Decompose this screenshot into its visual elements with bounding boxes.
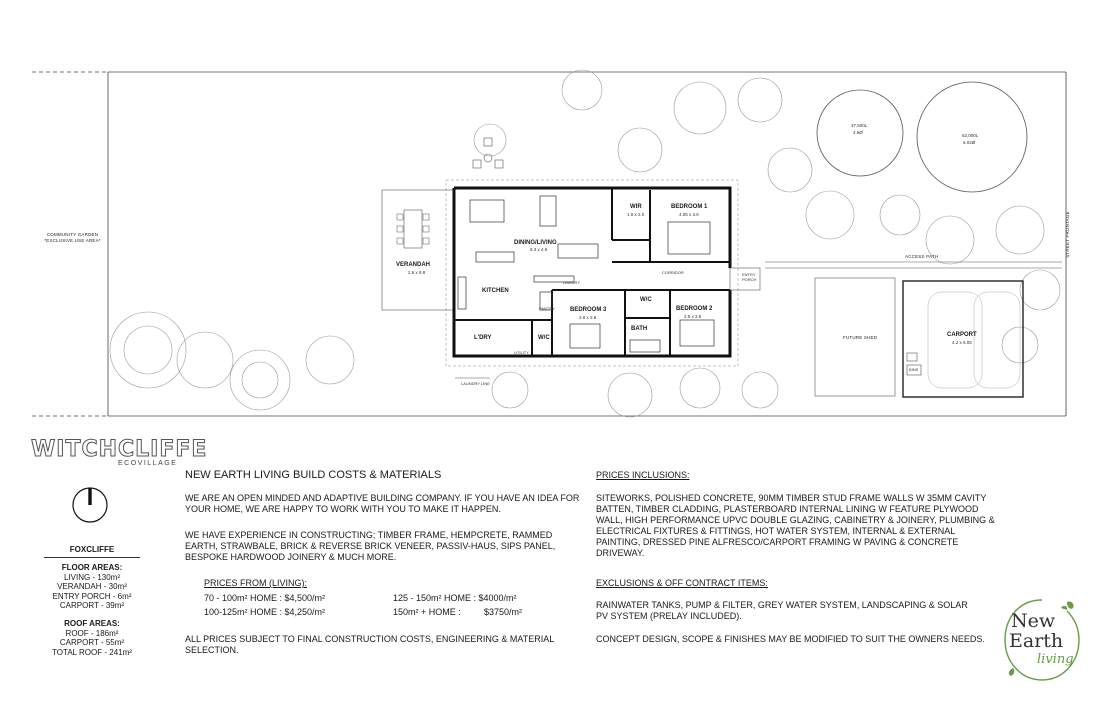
future-shed-label: FUTURE SHED	[843, 335, 878, 340]
costs-para-2: WE HAVE EXPERIENCE IN CONSTRUCTING; TIMBER FRAME, HEMPCRETE, RAMMED EARTH, STRAWBALE, BRICK & REVERSE BRICK VENEER, PASSIV-HAUS, SIPS PANEL, BESPOKE HARDWOOD JOINERY & MUCH MORE.	[185, 530, 556, 562]
brand-subtitle: ECOVILLAGE	[118, 460, 178, 467]
access-path-label: ACCESS PATH	[905, 254, 939, 259]
price-4-value: $3750/m²	[484, 607, 523, 617]
wc-1-label: W/C	[640, 297, 652, 303]
price-2: 100-125m² HOME : $4,250/m²	[204, 607, 326, 617]
divider	[44, 557, 140, 558]
costs-title: NEW EARTH LIVING BUILD COSTS & MATERIALS	[185, 469, 442, 481]
prices-head	[204, 578, 307, 589]
floor-area-item: LIVING - 130m²	[63, 572, 120, 582]
dining-living-size: 8.3 x 4.6	[530, 247, 548, 252]
brand-title: WITCHCLIFFE	[31, 437, 208, 462]
laundry-label: L'DRY	[474, 335, 492, 341]
inclusions-text: SITEWORKS, POLISHED CONCRETE, 90MM TIMBER STUD FRAME WALLS W 35MM CAVITY BATTEN, TIMBER CLADDING, PLASTERBOARD INTERNAL LINING W FEATURE PLYWOOD WALL, HIGH PERFORMANCE UPVC DOUBLE GLAZING, CABINETRY & JOINERY, PLUMBING & ELECTRICAL FIXTURES & FITTINGS, HOT WATER SYSTEM, INTERNAL & EXTERNAL PAINTING, DRESSED PINE ALFRESCO/CARPORT FRAMING W PAVING & CONCRETE DRIVEWAY.	[596, 493, 995, 558]
concept-note: CONCEPT DESIGN, SCOPE & FINISHES MAY BE MODIFIED TO SUIT THE OWNERS NEEDS.	[596, 634, 985, 644]
bedroom-3-label: BEDROOM 3	[570, 307, 607, 313]
logo-line-3: living	[1037, 652, 1074, 667]
north-point-icon	[70, 485, 110, 525]
bedroom-2-label: BEDROOM 2	[676, 306, 713, 312]
carport-label: CARPORT	[947, 332, 977, 338]
tank-1-diameter: 4.6Ø	[853, 130, 863, 135]
inclusions-head	[596, 470, 690, 481]
wir-label: WIR	[630, 204, 642, 210]
price-1: 70 - 100m² HOME : $4,500/m²	[204, 593, 326, 603]
floor-areas	[30, 563, 154, 611]
verandah-size: 2.6 x 8.8	[408, 270, 426, 275]
dining-living-label: DINING/LIVING	[514, 240, 557, 246]
floor-areas-head: FLOOR AREAS:	[61, 563, 123, 572]
entry-porch-label: ENTRY PORCH	[742, 272, 757, 282]
floor-area-item: VERANDAH - 30m²	[57, 582, 127, 591]
bins-label: BINS	[909, 367, 919, 372]
floor-area-item: ENTRY PORCH - 6m²	[52, 591, 132, 601]
corridor-label: CORRIDOR	[662, 270, 684, 275]
laundry-line-label: LAUNDRY LINE	[461, 381, 490, 386]
street-frontage-label: STREET FRONTAGE	[1064, 211, 1070, 258]
roof-area-item: TOTAL ROOF - 241m²	[52, 647, 132, 657]
logo-line-1: New	[1011, 610, 1056, 632]
library-label: LIBRARY	[563, 280, 581, 285]
logo-line-2: Earth	[1009, 630, 1064, 652]
tank-2-volume: 62,000L	[962, 133, 979, 138]
costs-note: ALL PRICES SUBJECT TO FINAL CONSTRUCTION COSTS, ENGINEERING & MATERIAL SELECTION.	[185, 634, 554, 655]
carport-size: 4.2 x 6.05	[952, 340, 972, 345]
bedroom-2-size: 2.9 x 3.6	[684, 314, 702, 319]
bedroom-1-size: 4.05 x 3.6	[679, 212, 699, 217]
new-earth-living-logo	[1001, 596, 1083, 684]
price-3: 125 - 150m² HOME : $4000/m²	[393, 593, 517, 603]
community-garden-label: COMMUNITY GARDEN *EXCLUSIVE USE AREA*	[44, 232, 101, 243]
roof-areas-head: ROOF AREAS:	[64, 619, 120, 628]
floor-area-item: CARPORT - 39m²	[59, 601, 125, 610]
pantry-label: PANTRY	[539, 306, 555, 311]
exclusions-head-text: EXCLUSIONS & OFF CONTRACT ITEMS:	[596, 578, 768, 588]
roof-areas	[30, 619, 154, 657]
bedroom-3-size: 2.8 x 3.6	[579, 315, 597, 320]
utility-label: UTILITY	[514, 350, 529, 355]
wc-2-label: W/C	[538, 335, 550, 341]
roof-area-item: CARPORT - 55m²	[59, 638, 125, 647]
bath-label: BATH	[631, 326, 648, 332]
exclusions-text: RAINWATER TANKS, PUMP & FILTER, GREY WATER SYSTEM, LANDSCAPING & SOLAR PV SYSTEM (PRELAY INCLUDED).	[596, 600, 968, 621]
exclusions-head	[596, 578, 768, 589]
costs-para-1: WE ARE AN OPEN MINDED AND ADAPTIVE BUILDING COMPANY. IF YOU HAVE AN IDEA FOR YOUR HOME, WE ARE HAPPY TO WORK WITH YOU TO MAKE IT HAPPEN.	[185, 493, 580, 514]
price-4-label: 150m² + HOME :	[393, 607, 461, 617]
verandah-label: VERANDAH	[396, 262, 431, 268]
design-name: FOXCLIFFE	[69, 545, 115, 554]
tank-1-volume: 37,500L	[851, 123, 868, 128]
prices-head-text: PRICES FROM (LIVING):	[204, 578, 308, 588]
bedroom-1-label: BEDROOM 1	[671, 204, 708, 210]
wir-size: 1.8 x 2.0	[627, 212, 645, 217]
kitchen-label: KITCHEN	[482, 288, 509, 294]
tank-2-diameter: 6.02Ø	[963, 140, 976, 145]
roof-area-item: ROOF - 186m²	[65, 628, 119, 638]
inclusions-head-text: PRICES INCLUSIONS:	[596, 470, 690, 480]
